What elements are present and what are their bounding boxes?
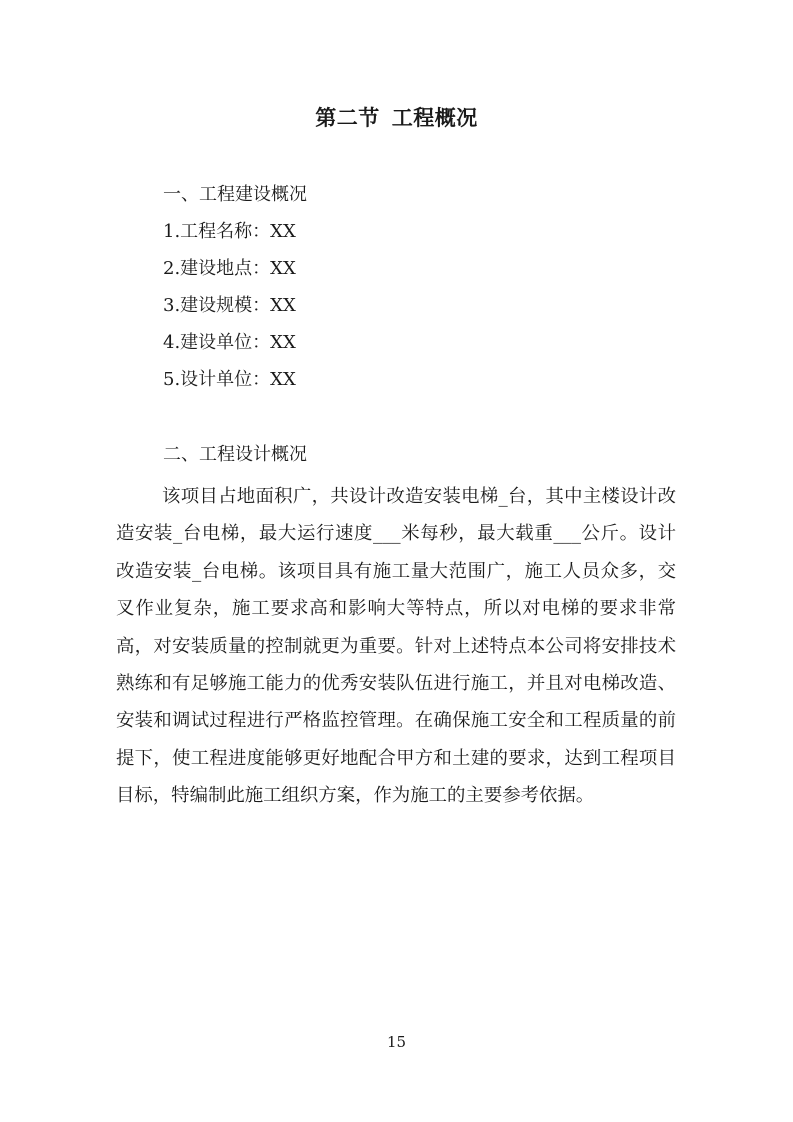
page-title [0, 100, 793, 136]
section1-heading: 一、工程建设概况 [163, 184, 307, 205]
section2-heading: 二、工程设计概况 [163, 444, 307, 465]
list-item-project-name: 1.工程名称：XX [163, 221, 296, 242]
list-item-owner: 4.建设单位：XX [163, 332, 296, 353]
list-item-scale: 3.建设规模：XX [163, 295, 296, 316]
section-number: 第二节 [315, 106, 380, 130]
section-title: 工程概况 [391, 106, 478, 130]
section2-paragraph: 该项目占地面积广，共设计改造安装电梯_台，其中主楼设计改造安装_台电梯，最大运行速度___米每秒，最大载重___公斤。设计改造安装_台电梯。该项目具有施工量大范围广，施工人员众多，交叉作业复杂，施工要求高和影响大等特点，所以对电梯的要求非常高，对安装质量的控制就更为重要。针对上述特点本公司将安排技术熟练和有足够施工能力的优秀安装队伍进行施工，并且对电梯改造、安装和调试过程进行严格监控管理。在确保施工安全和工程质量的前提下，使工程进度能够更好地配合甲方和土建的要求，达到工程项目目标，特编制此施工组织方案，作为施工的主要参考依据。 [116, 486, 676, 807]
page-number: 15 [386, 1033, 407, 1051]
list-item-location: 2.建设地点：XX [163, 258, 296, 279]
list-item-designer: 5.设计单位：XX [163, 369, 296, 390]
